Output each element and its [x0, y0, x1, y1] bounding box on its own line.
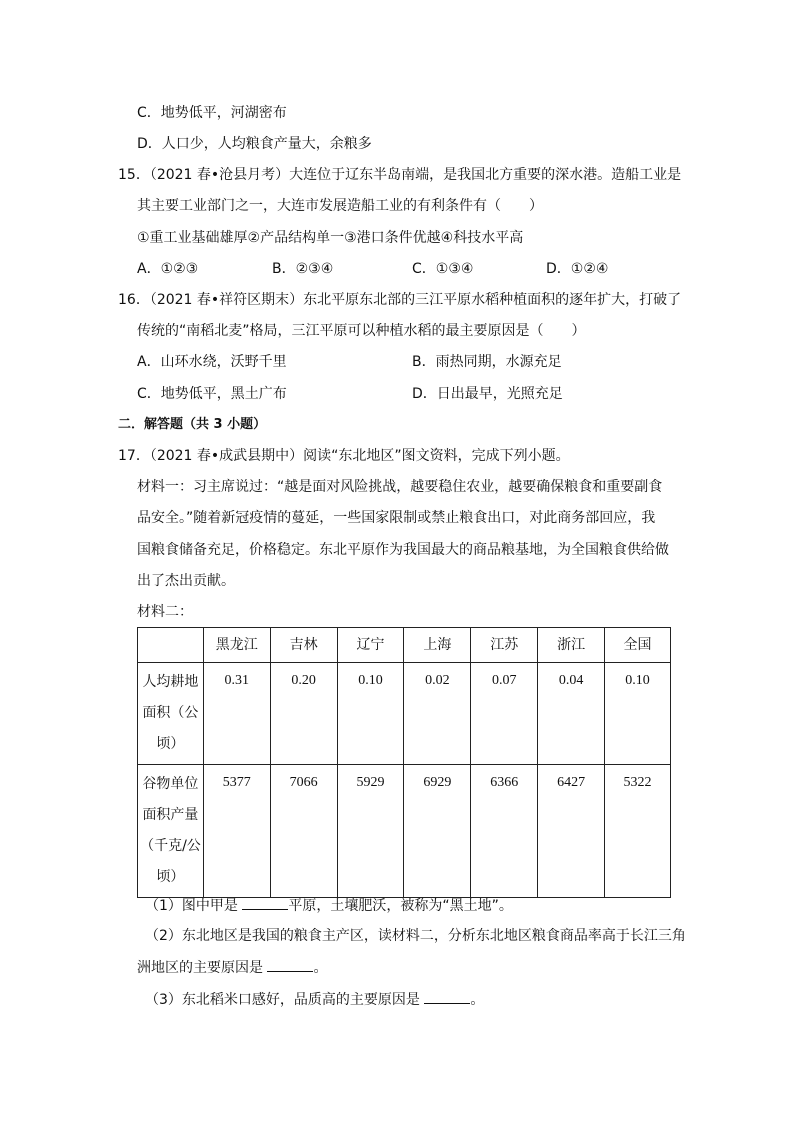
q17-sub1-prefix: （1）图中甲是: [145, 898, 243, 914]
table-header-jiangsu: 江苏: [471, 628, 538, 663]
row-header-line: 面积产量: [142, 807, 199, 823]
table-header-jilin: 吉林: [270, 628, 337, 663]
table-cell: 0.10: [605, 663, 671, 765]
table-header-row: [138, 628, 671, 663]
table-header-heilongjiang: 黑龙江: [203, 628, 270, 663]
q15-option-d: D．①②④: [546, 261, 609, 277]
q15-option-a: A．①②③: [137, 261, 199, 277]
table-cell: 0.31: [203, 663, 270, 765]
q17-sub3: [145, 989, 484, 1010]
table-cell: 6427: [538, 765, 605, 898]
q17-sub1: [145, 895, 513, 916]
q17-material2-label: 材料二：: [137, 604, 193, 620]
table-cell: 5929: [337, 765, 404, 898]
q17-sub3-prefix: （3）东北稻米口感好，品质高的主要原因是: [145, 992, 425, 1008]
q15-option-c: C．①③④: [412, 261, 474, 277]
table-header-liaoning: 辽宁: [337, 628, 404, 663]
q17-sub2-line2: [137, 957, 327, 978]
q16-option-c: C．地势低平，黑土广布: [137, 386, 287, 402]
q17-sub2-suffix: 。: [313, 960, 328, 976]
row-header-line: 顷）: [156, 869, 185, 885]
table-cell: 5377: [203, 765, 270, 898]
table-cell: 0.20: [270, 663, 337, 765]
q17-material1-line1: 材料一：习主席说过：“越是面对风险挑战，越要稳住农业，越要确保粮食和重要副食: [137, 479, 663, 495]
table-corner-cell: [138, 628, 204, 663]
q16-option-a: A．山环水绕，沃野千里: [137, 354, 287, 370]
q17-sub2-line1: （2）东北地区是我国的粮食主产区，读材料二，分析东北地区粮食商品率高于长江三角: [145, 928, 686, 944]
table-cell: 5322: [605, 765, 671, 898]
q17-stem: 17．（2021 春•成武县期中）阅读“东北地区”图文资料，完成下列小题。: [118, 448, 570, 464]
table-row: [138, 663, 671, 765]
q14-option-c: C．地势低平，河湖密布: [137, 105, 287, 121]
section-heading: 二．解答题（共 3 小题）: [118, 417, 267, 432]
q17-material1-line2: 品安全。”随着新冠疫情的蔓延，一些国家限制或禁止粮食出口，对此商务部回应，我: [137, 510, 656, 526]
row-header-arable-land: [138, 663, 204, 765]
table-header-national: 全国: [605, 628, 671, 663]
q17-sub2-prefix: 洲地区的主要原因是: [137, 960, 268, 976]
row-header-line: 谷物单位: [142, 776, 199, 792]
q17-sub3-answer-blank[interactable]: [424, 989, 470, 1004]
table-cell: 7066: [270, 765, 337, 898]
table-cell: 0.10: [337, 663, 404, 765]
q16-option-d: D．日出最早，光照充足: [412, 386, 563, 402]
table-header-shanghai: 上海: [404, 628, 471, 663]
table-cell: 6929: [404, 765, 471, 898]
row-header-line: 顷）: [156, 736, 185, 752]
row-header-grain-yield: [138, 765, 204, 898]
q16-stem-line1: 16．（2021 春•祥符区期末）东北平原东北部的三江平原水稻种植面积的逐年扩大，打破了: [118, 292, 682, 308]
data-table: [137, 627, 671, 898]
q16-option-b: B．雨热同期，水源充足: [412, 354, 562, 370]
row-header-line: 人均耕地: [142, 674, 199, 690]
table-cell: 0.07: [471, 663, 538, 765]
table-header-zhejiang: 浙江: [538, 628, 605, 663]
q17-sub1-answer-blank[interactable]: [242, 895, 288, 910]
row-header-line: 面积（公: [142, 705, 199, 721]
q15-stem-line1: 15．（2021 春•沧县月考）大连位于辽东半岛南端，是我国北方重要的深水港。造船工业是: [118, 167, 682, 183]
q17-sub2-answer-blank[interactable]: [267, 957, 313, 972]
q17-sub1-suffix: 平原，土壤肥沃，被称为“黑土地”。: [288, 898, 513, 914]
q17-material1-line4: 出了杰出贡献。: [137, 573, 235, 589]
q17-sub3-suffix: 。: [470, 992, 485, 1008]
table-row: [138, 765, 671, 898]
table-cell: 0.04: [538, 663, 605, 765]
q15-conditions: ①重工业基础雄厚②产品结构单一③港口条件优越④科技水平高: [137, 230, 524, 246]
q14-option-d: D．人口少，人均粮食产量大，余粮多: [137, 136, 372, 152]
table-cell: 0.02: [404, 663, 471, 765]
row-header-line: （千克/公: [140, 838, 201, 854]
q15-stem-line2: 其主要工业部门之一，大连市发展造船工业的有利条件有（ ）: [137, 198, 543, 214]
q16-stem-line2: 传统的“南稻北麦”格局，三江平原可以种植水稻的最主要原因是（ ）: [137, 323, 586, 339]
q17-material1-line3: 国粮食储备充足，价格稳定。东北平原作为我国最大的商品粮基地，为全国粮食供给做: [137, 542, 669, 558]
table-cell: 6366: [471, 765, 538, 898]
q15-option-b: B．②③④: [272, 261, 334, 277]
